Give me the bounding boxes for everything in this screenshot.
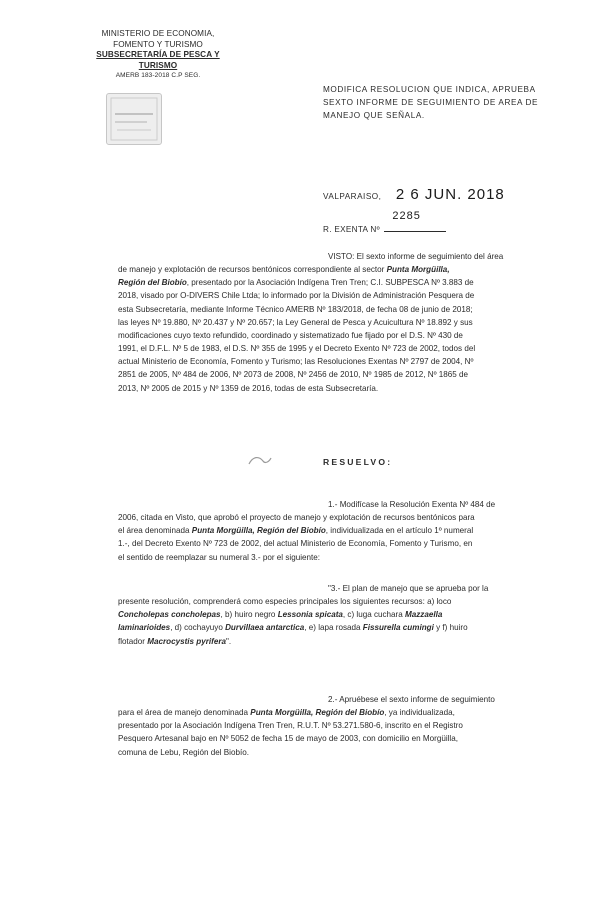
- art1-line-1: 1.- Modifícase la Resolución Exenta Nº 484 de: [328, 500, 496, 509]
- visto-section: [118, 250, 548, 395]
- visto-line-10: 2851 de 2005, Nº 484 de 2006, Nº 2073 de 2008, Nº 2456 de 2010, Nº 1985 de 2012, Nº 1865 de: [118, 370, 469, 380]
- visto-line-8: 1991, el D.F.L. Nº 5 de 1983, el D.S. Nº 355 de 1995 y el Decreto Exento Nº 723 de 2002, todos del: [118, 344, 476, 354]
- title-line-1: MODIFICA RESOLUCION QUE INDICA, APRUEBA: [323, 85, 536, 94]
- visto-line-1: VISTO: El sexto informe de seguimiento del área: [328, 252, 504, 261]
- art2-line-1: 2.- Apruébese el sexto informe de seguimiento: [328, 695, 495, 704]
- ministry-header: [78, 29, 238, 82]
- art1-line-5: el sentido de reemplazar su numeral 3.- por el siguiente:: [118, 552, 321, 562]
- amerb-ref: AMERB 183-2018 C.P SEG.: [115, 72, 201, 79]
- resuelvo-heading: RESUELVO:: [323, 457, 393, 467]
- subsecretaria: SUBSECRETARÍA DE PESCA Y TURISMO: [96, 50, 220, 70]
- visto-line-3: Región del Biobío, presentado por la Asociación Indígena Tren Tren; C.I. SUBPESCA Nº 3.883 de: [118, 278, 474, 288]
- ministry-name-2: FOMENTO Y TURISMO: [113, 39, 203, 49]
- art2-line-5: comuna de Lebu, Región del Biobío.: [118, 747, 249, 757]
- art1-line-4: 1.-, del Decreto Exento Nº 723 de 2002, del actual Ministerio de Economía, Fomento y Turismo, en: [118, 539, 473, 549]
- visto-line-5: esta Subsecretaría, mediante Informe Técnico AMERB Nº 183/2018, de fecha 08 de junio de 2018;: [118, 304, 473, 314]
- art1-line-3: el área denominada Punta Morgüilla, Región del Biobío, individualizada en el artículo 1º numeral: [118, 526, 474, 536]
- quote-line-4: laminarioides, d) cochayuyo Durvillaea antarctica, e) lapa rosada Fissurella cumingi y f) huiro: [118, 623, 468, 633]
- visto-line-4: 2018, visado por O-DIVERS Chile Ltda; lo informado por la División de Administración Pesquera de: [118, 291, 475, 301]
- title-line-3: MANEJO QUE SEÑALA.: [323, 111, 425, 121]
- resolution-underline: [384, 222, 446, 232]
- date-stamp: 2 6 JUN. 2018: [395, 186, 505, 203]
- office-stamp: [106, 93, 162, 145]
- quote-line-1: "3.- El plan de manejo que se aprueba por la: [328, 584, 489, 593]
- quote-line-3: Concholepas concholepas, b) huiro negro Lessonia spicata, c) luga cuchara Mazzaella: [118, 610, 443, 620]
- title-line-2: SEXTO INFORME DE SEGUIMIENTO DE AREA DE: [323, 98, 539, 108]
- visto-line-2: de manejo y explotación de recursos bentónicos correspondiente al sector Punta Morgüilla,: [118, 265, 450, 275]
- resolution-label: R. EXENTA Nº: [323, 225, 380, 234]
- art2-line-2: para el área de manejo denominada Punta Morgüilla, Región del Biobío, ya individualizada,: [118, 708, 455, 718]
- place-date: [323, 186, 583, 204]
- visto-line-9: actual Ministerio de Economía, Fomento y Turismo; las Resoluciones Exentas Nº 2797 de 2004, Nº: [118, 357, 474, 367]
- region-name: Región del Biobío: [118, 278, 187, 288]
- article-2: [118, 693, 548, 759]
- resolution-number: 2285: [392, 210, 421, 222]
- visto-line-7: modificaciones cuyo texto refundido, coordinado y sistematizado fue fijado por el D.S. Nº 430 de: [118, 330, 463, 340]
- quoted-numeral: [118, 582, 548, 648]
- quote-line-2: presente resolución, comprenderá como especies principales los siguientes recursos: a) loco: [118, 597, 452, 607]
- sector-name: Punta Morgüilla,: [386, 265, 450, 275]
- place: VALPARAISO,: [323, 192, 382, 201]
- document-title: [323, 83, 583, 123]
- stamp-seal-icon: [107, 94, 161, 144]
- article-1: [118, 498, 548, 564]
- quote-line-5: flotador Macrocystis pyrifera".: [118, 636, 232, 646]
- art1-line-2: 2006, citada en Visto, que aprobó el proyecto de manejo y explotación de recursos bentónicos para: [118, 513, 475, 523]
- handwritten-mark-icon: [245, 452, 275, 470]
- visto-line-11: 2013, Nº 2005 de 2015 y Nº 1359 de 2016, todas de esta Subsecretaría.: [118, 383, 379, 393]
- visto-line-6: las leyes Nº 19.880, Nº 20.437 y Nº 20.657; la Ley General de Pesca y Acuicultura Nº 18.892 y sus: [118, 317, 473, 327]
- resolution-number-line: [323, 210, 583, 237]
- art2-line-4: Pesquero Artesanal bajo en Nº 5052 de fecha 15 de mayo de 2003, con domicilio en Morgüilla,: [118, 734, 458, 744]
- ministry-name: MINISTERIO DE ECONOMIA,: [101, 29, 215, 38]
- art2-line-3: presentado por la Asociación Indígena Tren Tren, R.U.T. Nº 53.271.580-6, inscrito en el Registro: [118, 721, 463, 731]
